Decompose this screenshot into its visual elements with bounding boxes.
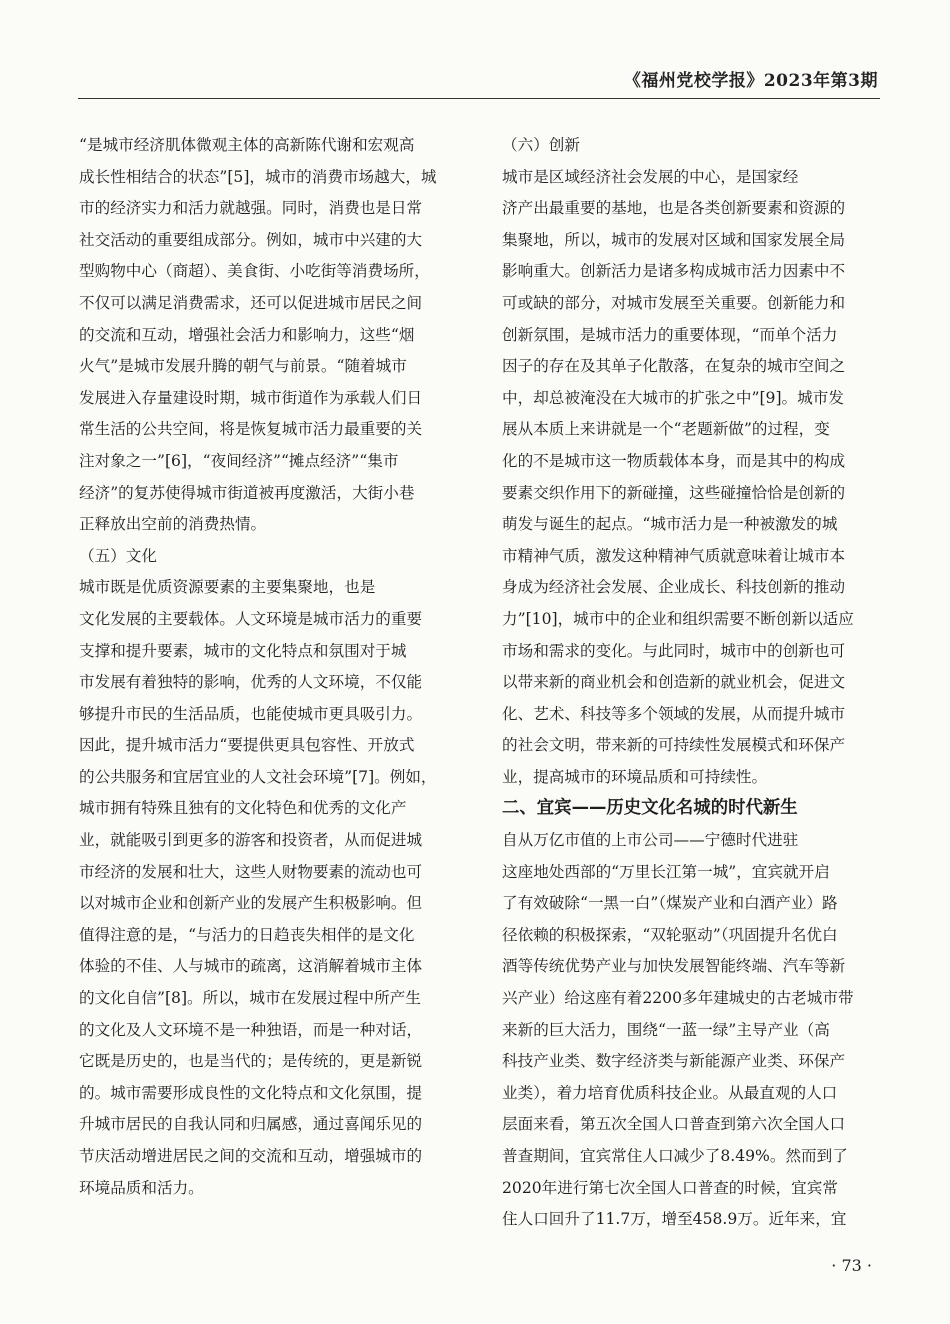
- text-line: 文化发展的主要载体。人文环境是城市活力的重要: [79, 609, 423, 628]
- text-line: 创新氛围，是城市活力的重要体现，“而单个活力: [502, 325, 838, 344]
- text-line: 升城市居民的自我认同和归属感，通过喜闻乐见的: [79, 1115, 423, 1134]
- text-line: 可或缺的部分，对城市发展至关重要。创新能力和: [502, 293, 846, 312]
- text-line: 常生活的公共空间，将是恢复城市活力最重要的关: [79, 420, 423, 439]
- text-line: 城市既是优质资源要素的主要集聚地，也是: [79, 578, 376, 597]
- text-line: 径依赖的积极探索，“双轮驱动”（巩固提升名优白: [502, 925, 838, 944]
- text-line: 市发展有着独特的影响，优秀的人文环境，不仅能: [79, 673, 423, 692]
- text-line: 的文化及人文环境不是一种独语，而是一种对话，: [79, 1020, 423, 1039]
- text-line: 兴产业）给这座有着2200多年建城史的古老城市带: [502, 989, 854, 1008]
- text-line: 化的不是城市这一物质载体本身，而是其中的构成: [502, 451, 846, 470]
- text-line: 的公共服务和宜居宜业的人文社会环境”[7]。例如，: [79, 767, 437, 786]
- text-line: 市精神气质，激发这种精神气质就意味着让城市本: [502, 546, 846, 565]
- text-line: 要素交织作用下的新碰撞，这些碰撞恰恰是创新的: [502, 483, 846, 502]
- text-line: 的社会文明，带来新的可持续性发展模式和环保产: [502, 736, 846, 755]
- text-line: 层面来看，第五次全国人口普查到第六次全国人口: [502, 1115, 846, 1134]
- journal-header: 《福州党校学报》2023年第3期: [623, 71, 878, 91]
- text-line: 业，提高城市的环境品质和可持续性。: [502, 767, 768, 786]
- text-line: 发展进入存量建设时期，城市街道作为承载人们日: [79, 388, 423, 407]
- text-line: 不仅可以满足消费需求，还可以促进城市居民之间: [79, 293, 423, 312]
- text-line: 以对城市企业和创新产业的发展产生积极影响。但: [79, 894, 423, 913]
- text-line: 支撑和提升要素，城市的文化特点和氛围对于城: [79, 641, 407, 660]
- text-line: 城市拥有特殊且独有的文化特色和优秀的文化产: [79, 799, 407, 818]
- text-line: 值得注意的是，“与活力的日趋丧失相伴的是文化: [79, 925, 415, 944]
- text-line: 市场和需求的变化。与此同时，城市中的创新也可: [502, 641, 846, 660]
- text-line: 火气”是城市发展升腾的朝气与前景。“随着城市: [79, 357, 407, 376]
- text-line: 萌发与诞生的起点。“城市活力是一种被激发的城: [502, 515, 838, 534]
- left-column: [79, 130, 455, 1204]
- text-line: 了有效破除“一黑一白”（煤炭产业和白酒产业）路: [502, 894, 838, 913]
- text-line: 济产出最重要的基地，也是各类创新要素和资源的: [502, 199, 846, 218]
- text-line: 展从本质上来讲就是一个“老题新做”的过程，变: [502, 420, 830, 439]
- text-line: 集聚地，所以，城市的发展对区域和国家发展全局: [502, 230, 846, 249]
- right-column: [502, 130, 878, 1236]
- text-line: 化、艺术、科技等多个领域的发展，从而提升城市: [502, 704, 846, 723]
- text-line: 市经济的发展和壮大，这些人财物要素的流动也可: [79, 862, 423, 881]
- text-line: 住人口回升了11.7万，增至458.9万。近年来，宜: [502, 1210, 847, 1229]
- text-line: 影响重大。创新活力是诸多构成城市活力因素中不: [502, 262, 846, 281]
- text-line: 市的经济实力和活力就越强。同时，消费也是日常: [79, 199, 423, 218]
- section-heading: 二、宜宾——历史文化名城的时代新生: [502, 798, 798, 819]
- text-line: 经济”的复苏使得城市街道被再度激活，大街小巷: [79, 483, 415, 502]
- text-line: 节庆活动增进居民之间的交流和互动，增强城市的: [79, 1147, 423, 1165]
- text-line: 注对象之一”[6]，“夜间经济”“摊点经济”“集市: [79, 451, 399, 470]
- subsection-heading: （六）创新: [502, 136, 580, 154]
- text-line: 因此，提升城市活力“要提供更具包容性、开放式: [79, 736, 415, 755]
- text-line: 酒等传统优势产业与加快发展智能终端、汽车等新: [502, 957, 846, 976]
- text-line: “是城市经济肌体微观主体的高新陈代谢和宏观高: [79, 136, 415, 154]
- text-line: 够提升市民的生活品质，也能使城市更具吸引力。: [79, 704, 423, 723]
- text-line: 力”[10]，城市中的企业和组织需要不断创新以适应: [502, 609, 854, 628]
- subsection-heading: （五）文化: [79, 546, 157, 565]
- header-rule: [78, 98, 880, 99]
- text-line: 的文化自信”[8]。所以，城市在发展过程中所产生: [79, 989, 421, 1008]
- text-line: 城市是区域经济社会发展的中心，是国家经: [502, 167, 799, 186]
- text-line: 环境品质和活力。: [79, 1178, 204, 1197]
- text-line: 社交活动的重要组成部分。例如，城市中兴建的大: [79, 230, 423, 249]
- text-line: 体验的不佳、人与城市的疏离，这消解着城市主体: [79, 957, 423, 976]
- text-line: 因子的存在及其单子化散落，在复杂的城市空间之: [502, 357, 846, 376]
- text-line: 自从万亿市值的上市公司——宁德时代进驻: [502, 831, 799, 850]
- text-line: 业，就能吸引到更多的游客和投资者，从而促进城: [79, 831, 423, 850]
- text-line: 成长性相结合的状态”[5]，城市的消费市场越大，城: [79, 167, 437, 186]
- text-line: 中，却总被淹没在大城市的扩张之中”[9]。城市发: [502, 388, 844, 407]
- text-line: 这座地处西部的“万里长江第一城”，宜宾就开启: [502, 862, 830, 881]
- text-line: 身成为经济社会发展、企业成长、科技创新的推动: [502, 578, 846, 597]
- text-line: 以带来新的商业机会和创造新的就业机会，促进文: [502, 673, 846, 692]
- text-line: 业类），着力培育优质科技企业。从最直观的人口: [502, 1083, 838, 1102]
- text-line: 科技产业类、数字经济类与新能源产业类、环保产: [502, 1052, 846, 1071]
- text-line: 的。城市需要形成良性的文化特点和文化氛围，提: [79, 1083, 423, 1102]
- text-line: 2020年进行第七次全国人口普查的时候，宜宾常: [502, 1178, 838, 1197]
- text-line: 它既是历史的，也是当代的；是传统的，更是新锐: [79, 1052, 423, 1071]
- text-line: 的交流和互动，增强社会活力和影响力，这些“烟: [79, 325, 415, 344]
- text-line: 型购物中心（商超）、美食街、小吃街等消费场所，: [79, 262, 430, 281]
- text-line: 来新的巨大活力，围绕“一蓝一绿”主导产业（高: [502, 1020, 830, 1039]
- page-number: · 73 ·: [831, 1256, 872, 1275]
- text-line: 普查期间，宜宾常住人口减少了8.49%。然而到了: [502, 1147, 848, 1165]
- text-line: 正释放出空前的消费热情。: [79, 515, 267, 534]
